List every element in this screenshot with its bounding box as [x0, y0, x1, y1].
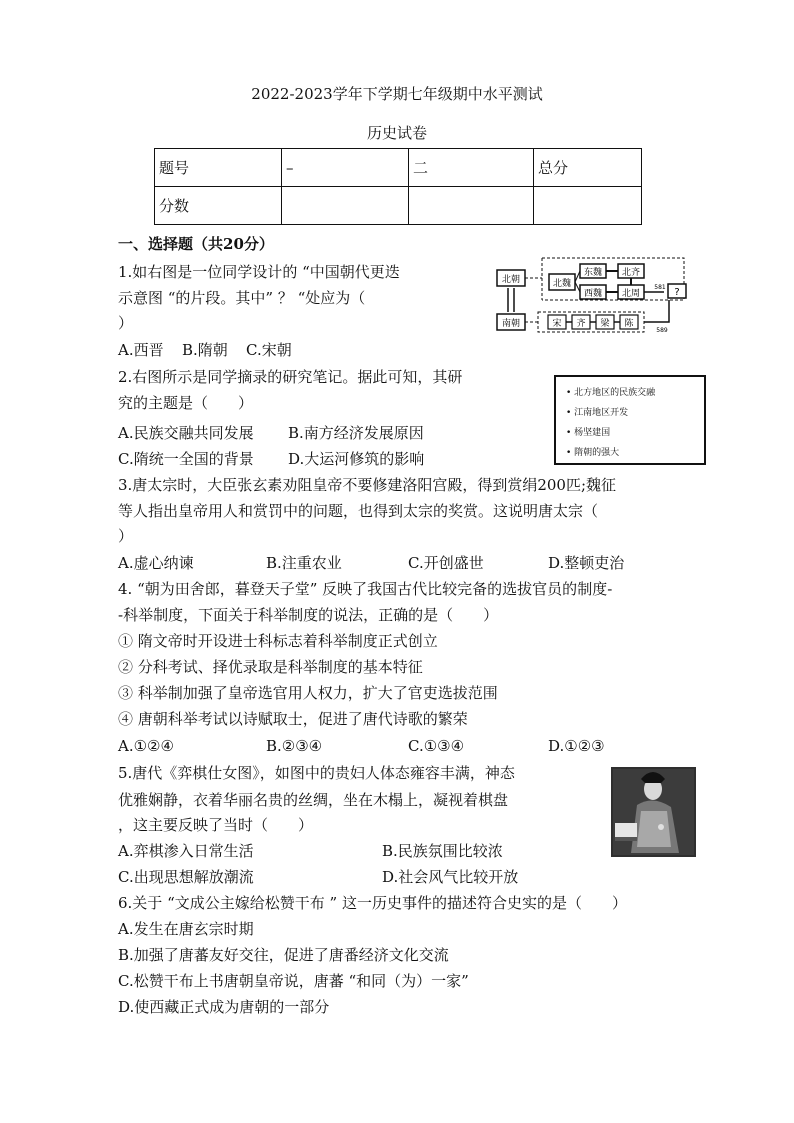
painting-image: [611, 767, 696, 857]
option-c[interactable]: C.出现思想解放潮流: [118, 868, 254, 886]
question-3-line: 3.唐太宗时，大臣张玄素劝阻皇帝不要修建洛阳宫殿，得到赏绢200匹;魏征: [118, 476, 616, 494]
dynasty-diagram: [494, 252, 700, 334]
question-1-line: 示意图 “的片段。其中” ？ “处应为（: [118, 289, 366, 307]
question-1-line: ）: [118, 314, 134, 332]
option-b[interactable]: B.加强了唐蕃友好交往，促进了唐番经济文化交流: [118, 946, 449, 964]
question-2-line: 究的主题是（ ）: [118, 394, 254, 412]
note-item: • 北方地区的民族交融: [566, 388, 656, 398]
score-table-row: [155, 187, 642, 225]
option-a[interactable]: A.虚心纳谏: [118, 554, 194, 572]
question-1-line: 1.如右图是一位同学设计的 “中国朝代更迭: [118, 263, 400, 281]
diagram-chen: 陈: [624, 319, 634, 329]
diagram-beizhou: 北周: [621, 289, 641, 299]
option-b[interactable]: B.南方经济发展原因: [288, 424, 424, 442]
score-cell: 题号: [155, 149, 282, 187]
diagram-song: 宋: [552, 319, 562, 329]
note-item: • 杨坚建国: [566, 428, 611, 438]
question-2-line: 2.右图所示是同学摘录的研究笔记。据此可知，其研: [118, 368, 463, 386]
score-table-row: [155, 149, 642, 187]
question-5-options: [118, 867, 518, 887]
option-a[interactable]: A.①②④: [118, 737, 174, 755]
option-a[interactable]: A.西晋: [118, 341, 164, 359]
diagram-581: 581: [654, 284, 666, 291]
score-cell: 分数: [155, 187, 282, 225]
diagram-south: 南朝: [501, 319, 521, 329]
diagram-beiqi: 北齐: [621, 268, 641, 278]
score-input-cell[interactable]: [282, 187, 409, 225]
question-4-statement: ④ 唐朝科举考试以诗赋取士，促进了唐代诗歌的繁荣: [118, 710, 468, 728]
diagram-dongwei: 东魏: [583, 268, 603, 278]
score-input-cell[interactable]: [534, 187, 642, 225]
question-5-line: 优雅娴静，衣着华丽名贵的丝绸，坐在木榻上，凝视着棋盘: [118, 791, 509, 809]
question-2-options: [118, 449, 424, 469]
option-b[interactable]: B.注重农业: [266, 554, 342, 572]
exam-subtitle: 历史试卷: [366, 124, 427, 142]
question-5-line: 5.唐代《弈棋仕女图》，如图中的贵妇人体态雍容丰满，神态: [118, 764, 515, 782]
question-4-statement: ③ 科举制加强了皇帝选官用人权力，扩大了官吏选拔范围: [118, 684, 498, 702]
question-5-line: ，这主要反映了当时（ ）: [118, 816, 314, 834]
diagram-question-mark: ?: [674, 287, 680, 298]
question-5-options: [118, 841, 503, 861]
option-a[interactable]: A.发生在唐玄宗时期: [118, 920, 254, 938]
option-b[interactable]: B.民族氛围比较浓: [382, 842, 503, 860]
diagram-liang: 梁: [600, 319, 610, 329]
diagram-beiwei: 北魏: [552, 279, 572, 289]
question-3-options: [118, 553, 624, 573]
score-cell: 总分: [534, 149, 642, 187]
question-4-line: 4. “朝为田舍郎，暮登天子堂” 反映了我国古代比较完备的选拔官员的制度-: [118, 580, 613, 598]
score-table: [154, 148, 642, 225]
question-4-statement: ② 分科考试、择优录取是科举制度的基本特征: [118, 658, 423, 676]
question-3-line: ）: [118, 527, 134, 545]
option-c[interactable]: C.松赞干布上书唐朝皇帝说，唐蕃 “和同（为）一家”: [118, 972, 469, 990]
question-6-line: 6.关于 “文成公主嫁给松赞干布 ” 这一历史事件的描述符合史实的是（ ）: [118, 894, 627, 912]
option-a[interactable]: A.弈棋渗入日常生活: [118, 842, 254, 860]
option-c[interactable]: C.隋统一全国的背景: [118, 450, 254, 468]
exam-title: 2022-2023学年下学期七年级期中水平测试: [251, 85, 543, 103]
option-d[interactable]: D.使西藏正式成为唐朝的一部分: [118, 998, 330, 1016]
diagram-xiwei: 西魏: [583, 289, 603, 299]
question-4-line: -科举制度，下面关于科举制度的说法，正确的是（ ）: [118, 606, 499, 624]
option-a[interactable]: A.民族交融共同发展: [118, 424, 254, 442]
option-b[interactable]: B.隋朝: [182, 341, 228, 359]
option-c[interactable]: C.宋朝: [246, 341, 292, 359]
question-1-options: [118, 340, 292, 360]
score-cell: –: [282, 149, 409, 187]
option-d[interactable]: D.大运河修筑的影响: [288, 450, 425, 468]
question-4-options: [118, 736, 605, 756]
option-d[interactable]: D.社会风气比较开放: [382, 868, 519, 886]
section-heading: 一、选择题（共20分）: [118, 235, 274, 253]
score-input-cell[interactable]: [409, 187, 534, 225]
research-notes-box: [554, 375, 706, 465]
diagram-qi: 齐: [576, 319, 586, 329]
note-item: • 隋朝的强大: [566, 448, 620, 458]
question-4-statement: ① 隋文帝时开设进士科标志着科举制度正式创立: [118, 632, 438, 650]
option-c[interactable]: C.开创盛世: [408, 554, 484, 572]
note-item: • 江南地区开发: [566, 408, 629, 418]
diagram-589: 589: [656, 327, 668, 334]
option-d[interactable]: D.①②③: [548, 737, 605, 755]
option-b[interactable]: B.②③④: [266, 737, 323, 755]
diagram-north: 北朝: [501, 275, 521, 285]
option-d[interactable]: D.整顿吏治: [548, 554, 625, 572]
score-cell: 二: [409, 149, 534, 187]
question-2-options: [118, 423, 424, 443]
option-c[interactable]: C.①③④: [408, 737, 465, 755]
question-3-line: 等人指出皇帝用人和赏罚中的问题，也得到太宗的奖赏。这说明唐太宗（: [118, 502, 599, 520]
